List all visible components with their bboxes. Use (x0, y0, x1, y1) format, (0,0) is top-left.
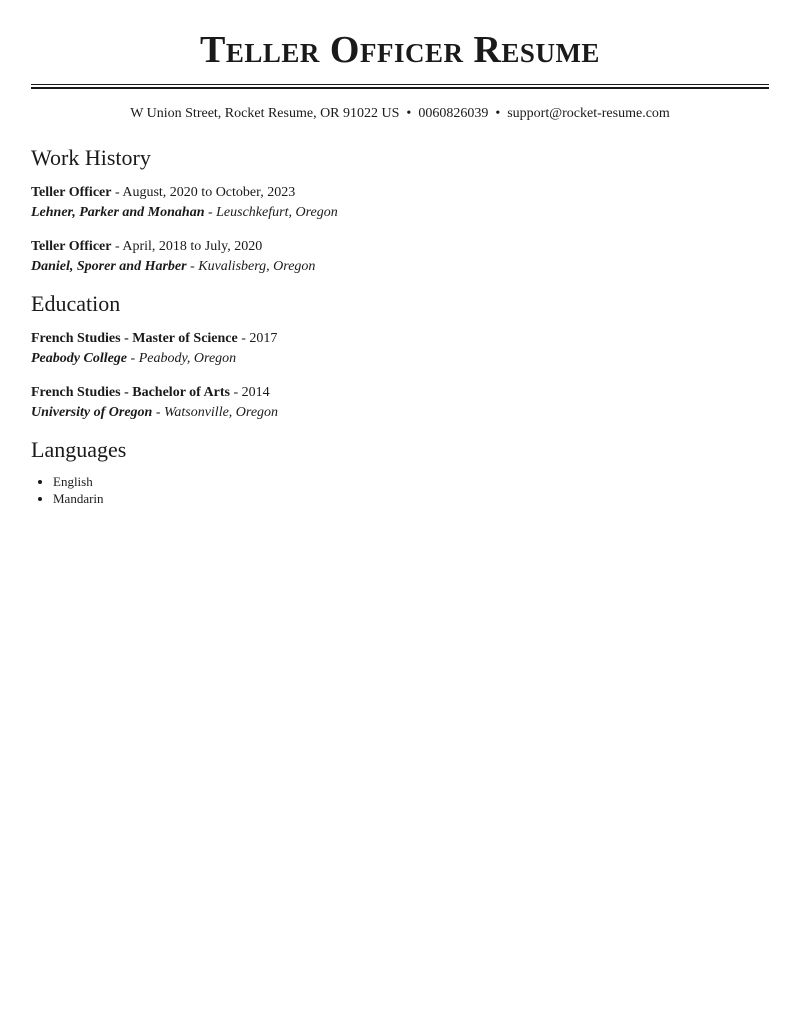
work-company: Lehner, Parker and Monahan (31, 205, 205, 220)
education-entry (31, 329, 769, 369)
contact-line (31, 105, 769, 123)
work-company-line (31, 257, 769, 277)
contact-phone: 0060826039 (418, 106, 489, 121)
languages-list (31, 473, 769, 507)
language-item: • English (53, 473, 769, 490)
contact-email: support@rocket-resume.com (507, 106, 670, 121)
contact-address: W Union Street, Rocket Resume, OR 91022 US (130, 106, 400, 121)
education-location: - Peabody, Oregon (127, 351, 237, 366)
education-degree: French Studies - Bachelor of Arts (31, 385, 230, 400)
education-degree: French Studies - Master of Science (31, 331, 238, 346)
education-school-line (31, 349, 769, 369)
resume-title: Teller Officer Resume (200, 29, 600, 71)
education-school: Peabody College (31, 351, 128, 366)
work-role: Teller Officer (31, 185, 112, 200)
work-entry (31, 183, 769, 223)
work-dates: - April, 2018 to July, 2020 (111, 239, 263, 254)
work-history-heading: Work History (31, 145, 151, 170)
education-entry (31, 383, 769, 423)
work-role: Teller Officer (31, 239, 112, 254)
education-entry-line (31, 329, 769, 349)
work-entry-line (31, 183, 769, 203)
work-location: - Leuschkefurt, Oregon (204, 205, 338, 220)
work-entry (31, 237, 769, 277)
education-school: University of Oregon (31, 405, 153, 420)
education-year: - 2014 (229, 385, 270, 400)
languages-heading: Languages (31, 437, 127, 462)
work-company: Daniel, Sporer and Harber (31, 259, 187, 274)
education-year: - 2017 (237, 331, 278, 346)
education-heading: Education (31, 291, 121, 316)
education-entry-line (31, 383, 769, 403)
work-dates: - August, 2020 to October, 2023 (111, 185, 296, 200)
work-location: - Kuvalisberg, Oregon (186, 259, 316, 274)
contact-separator: • (495, 106, 501, 121)
education-school-line (31, 403, 769, 423)
language-item: • Mandarin (53, 490, 769, 507)
education-location: - Watsonville, Oregon (152, 405, 279, 420)
work-entry-line (31, 237, 769, 257)
contact-separator: • (406, 106, 412, 121)
title-divider (31, 84, 769, 89)
work-company-line (31, 203, 769, 223)
